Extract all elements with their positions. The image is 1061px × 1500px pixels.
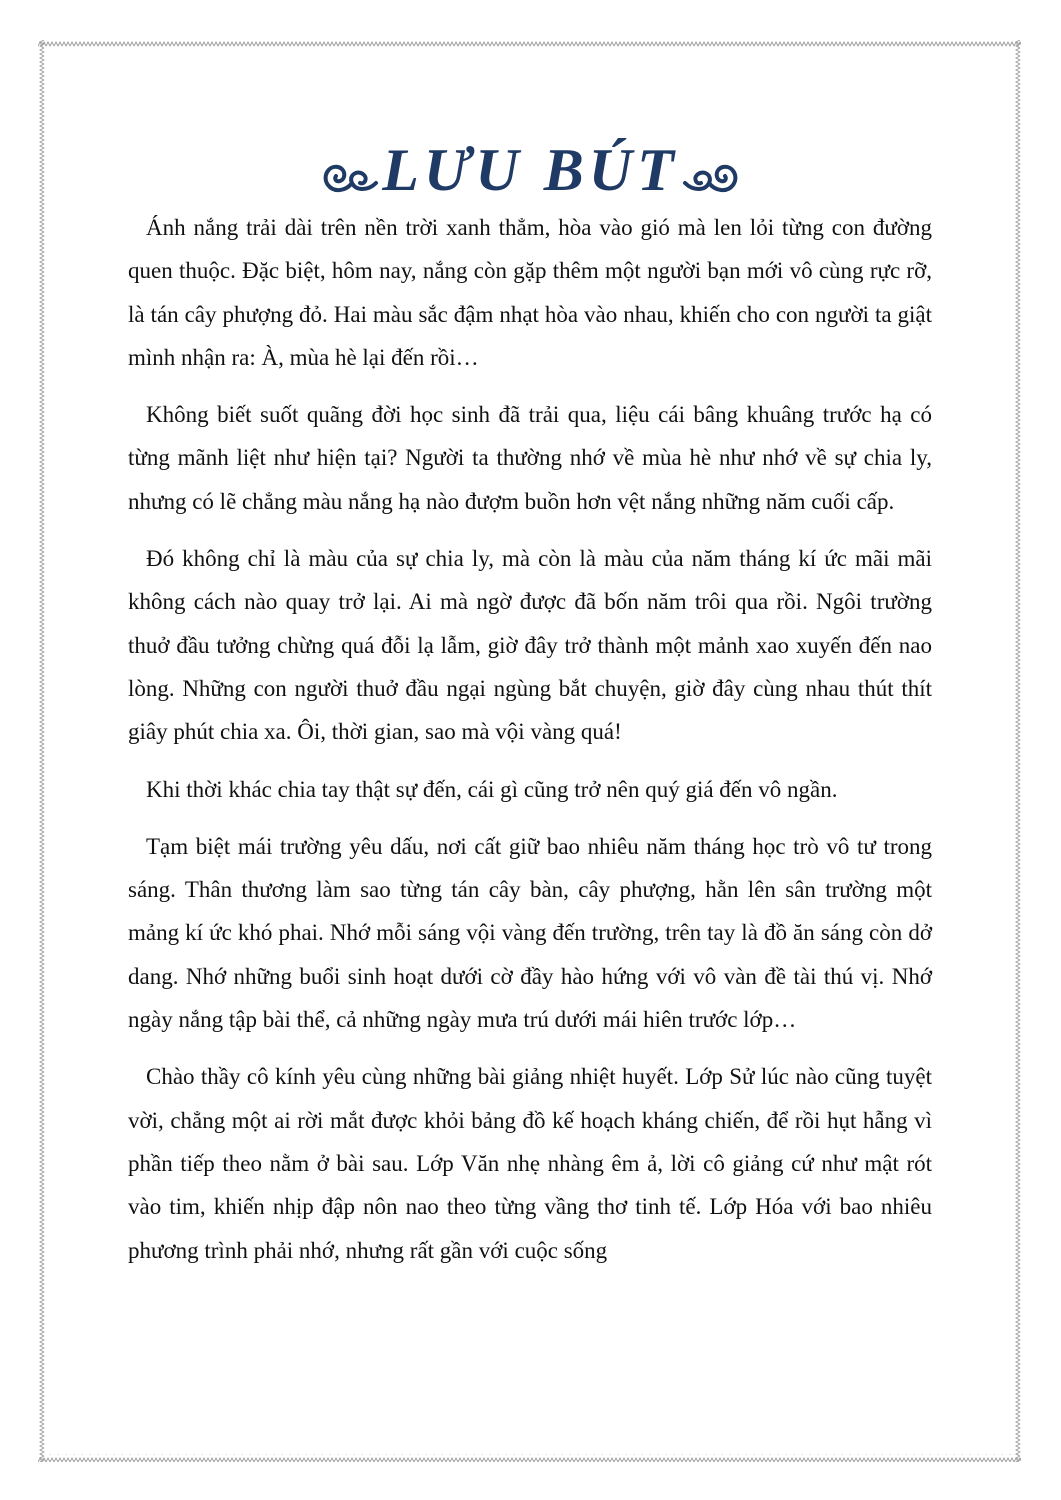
paragraph: Ánh nắng trải dài trên nền trời xanh thẳm, hòa vào gió mà len lỏi từng con đường quen thuộc. Đặc biệt, hôm nay, nắng còn gặp thêm một người bạn mới vô cùng rực rỡ, là tán cây phượng đỏ. Hai màu sắc đậm nhạt hòa vào nhau, khiến cho con người ta giật mình nhận ra: À, mùa hè lại đến rồi…	[128, 215, 932, 370]
paragraph: Chào thầy cô kính yêu cùng những bài giảng nhiệt huyết. Lớp Sử lúc nào cũng tuyệt vời, chẳng một ai rời mắt được khỏi bảng đồ kế hoạch kháng chiến, để rồi hụt hẫng vì phần tiếp theo nằm ở bài sau. Lớp Văn nhẹ nhàng êm ả, lời cô giảng cứ như mật rót vào tim, khiến nhịp đập nôn nao theo từng vầng thơ tinh tế. Lớp Hóa với bao nhiêu phương trình phải nhớ, nhưng rất gần với cuộc sống	[128, 1064, 932, 1263]
page-title	[0, 130, 1061, 210]
paragraph: Khi thời khác chia tay thật sự đến, cái gì cũng trở nên quý giá đến vô ngần.	[146, 776, 838, 802]
left-ornament-icon	[318, 157, 380, 195]
paragraph: Không biết suốt quãng đời học sinh đã trải qua, liệu cái bâng khuâng trước hạ có từng mãnh liệt như hiện tại? Người ta thường nhớ về mùa hè như nhớ về sự chia ly, nhưng có lẽ chẳng màu nắng hạ nào đượm buồn hơn vệt nắng những năm cuối cấp.	[128, 402, 932, 514]
right-ornament-icon	[681, 157, 743, 195]
title-text: LƯU BÚT	[382, 137, 679, 203]
body-text	[128, 206, 932, 1286]
paragraph: Đó không chỉ là màu của sự chia ly, mà còn là màu của năm tháng kí ức mãi mãi không cách nào quay trở lại. Ai mà ngờ được đã bốn năm trôi qua rồi. Ngôi trường thuở đầu tưởng chừng quá đỗi lạ lẫm, giờ đây trở thành một mảnh xao xuyến đến nao lòng. Những con người thuở đầu ngại ngùng bắt chuyện, giờ đây cùng nhau thút thít giây phút chia xa. Ôi, thời gian, sao mà vội vàng quá!	[128, 546, 932, 745]
paragraph: Tạm biệt mái trường yêu dấu, nơi cất giữ bao nhiêu năm tháng học trò vô tư trong sáng. Thân thương làm sao từng tán cây bàn, cây phượng, hằn lên sân trường một mảng kí ức khó phai. Nhớ mỗi sáng vội vàng đến trường, trên tay là đồ ăn sáng còn dở dang. Nhớ những buổi sinh hoạt dưới cờ đầy hào hứng với vô vàn đề tài thú vị. Nhớ ngày nắng tập bài thể, cả những ngày mưa trú dưới mái hiên trước lớp…	[128, 833, 932, 1033]
